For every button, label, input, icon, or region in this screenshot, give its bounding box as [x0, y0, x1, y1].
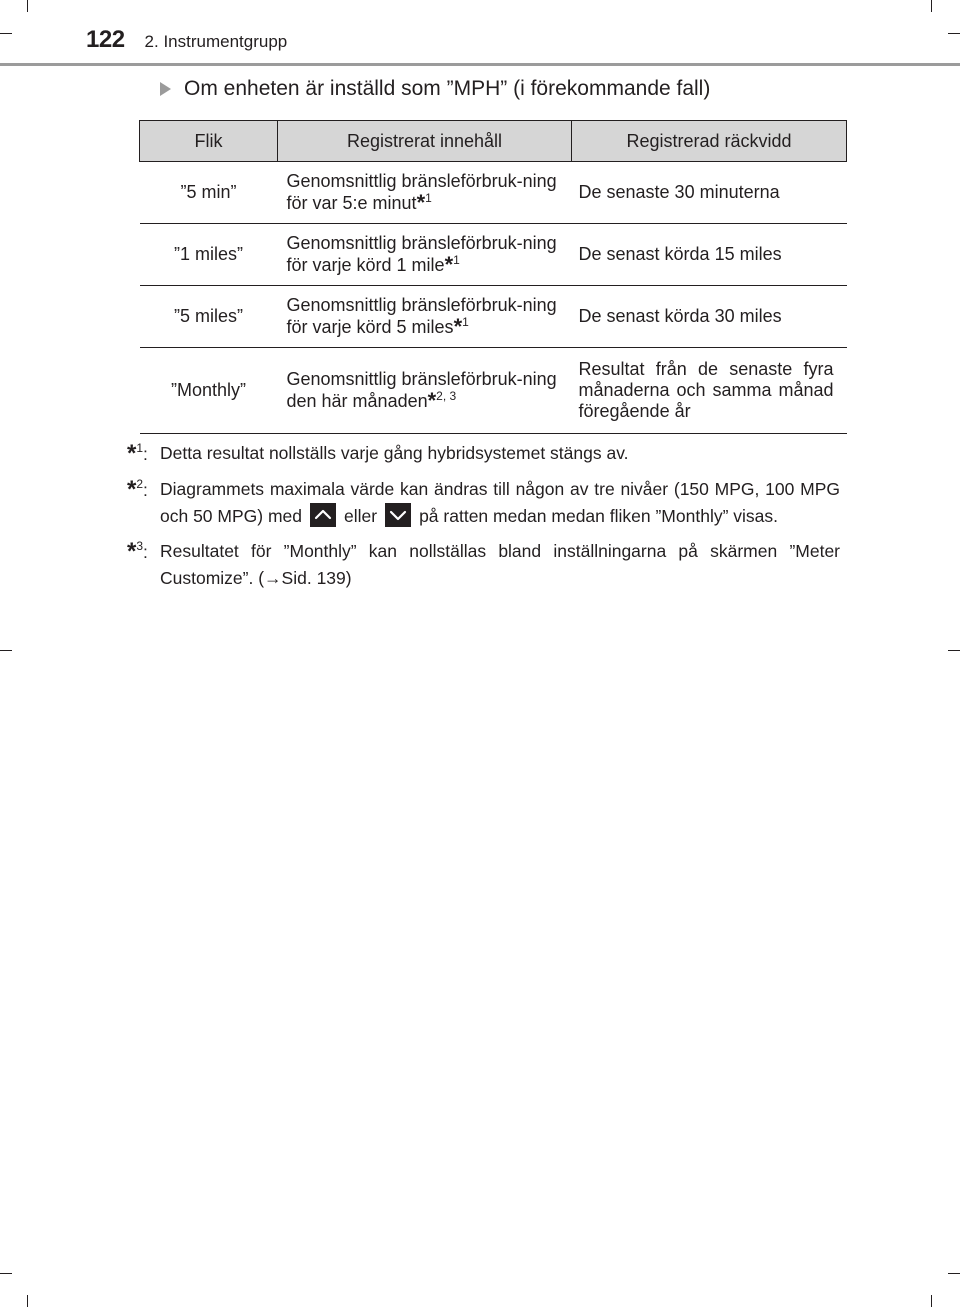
footnote-text-part: Resultatet för ”Monthly” kan nollställas bland inställningarna på skärmen ”Meter Customize”. (: [160, 541, 840, 588]
footnote-ref: 2: [136, 477, 144, 491]
footnote-text-part: eller: [344, 506, 378, 526]
footnote-marker: *$^3$:: [127, 538, 148, 565]
crop-mark: [931, 1295, 932, 1307]
footnote-marker: *$^2$:: [127, 476, 148, 503]
footnote-star: *: [416, 190, 426, 215]
crop-mark: [0, 650, 12, 651]
crop-mark: [0, 1273, 12, 1274]
page-header: [86, 26, 287, 62]
footnote-star: *: [127, 476, 137, 503]
table-row: [140, 286, 847, 348]
footnote: [127, 538, 840, 592]
footnote-ref: 3: [136, 539, 144, 553]
page-number: 122: [86, 26, 125, 53]
footnote-ref: 1: [453, 253, 460, 267]
cell-range: De senast körda 15 miles: [572, 224, 847, 286]
footnote-star: *: [127, 440, 137, 467]
table-header-row: [140, 121, 847, 162]
cell-tab: ”5 miles”: [140, 286, 278, 348]
crop-mark: [948, 650, 960, 651]
footnote-ref: 2, 3: [436, 389, 457, 403]
column-header-range: Registrerad räckvidd: [572, 121, 847, 162]
footnote-text-part: på ratten medan medan fliken ”Monthly” visas.: [419, 506, 778, 526]
crop-mark: [931, 0, 932, 12]
footnotes: [127, 440, 840, 600]
footnote: [127, 440, 840, 468]
column-header-tab: Flik: [140, 121, 278, 162]
section-heading-text: Om enheten är inställd som ”MPH” (i förekommande fall): [184, 77, 711, 100]
footnote-ref: 1: [136, 441, 144, 455]
cell-tab: ”1 miles”: [140, 224, 278, 286]
crop-mark: [948, 33, 960, 34]
cell-content-text: Genomsnittlig bränsleförbruk-ning för varje körd 5 miles: [286, 295, 557, 337]
footnote-text: Detta resultat nollställs varje gång hybridsystemet stängs av.: [160, 443, 629, 463]
chevron-up-button-icon: [310, 503, 336, 527]
footnote-text: [160, 476, 840, 530]
cell-content: [278, 286, 572, 348]
footnote-ref: 1: [425, 191, 432, 205]
table-row: [140, 348, 847, 434]
footnote-star: *: [427, 388, 437, 413]
cell-content: [278, 162, 572, 224]
arrow-icon: →: [264, 568, 282, 588]
triangle-bullet-icon: [160, 82, 171, 96]
cell-tab: ”Monthly”: [140, 348, 278, 434]
footnote-text-part: Diagrammets maximala värde kan ändras till någon av tre nivåer (150 MPG, 100 MPG och 50 MPG) med: [160, 479, 840, 526]
cell-tab: ”5 min”: [140, 162, 278, 224]
crop-mark: [948, 1273, 960, 1274]
cell-content-text: Genomsnittlig bränsleförbruk-ning den här månaden: [286, 369, 557, 411]
footnote-star: *: [444, 252, 454, 277]
table-row: [140, 224, 847, 286]
chevron-down-button-icon: [385, 503, 411, 527]
cell-content: [278, 224, 572, 286]
footnote-text: [160, 538, 840, 592]
crop-mark: [27, 1295, 28, 1307]
footnote-star: *: [127, 538, 137, 565]
page-reference-link[interactable]: Sid. 139): [281, 568, 352, 588]
table-row: [140, 162, 847, 224]
crop-mark: [27, 0, 28, 12]
footnote-marker: *$^1$:: [127, 440, 148, 467]
fuel-history-table: [139, 120, 847, 434]
column-header-content: Registrerat innehåll: [278, 121, 572, 162]
section-heading: [160, 77, 710, 101]
footnote-ref: 1: [462, 315, 469, 329]
crop-mark: [0, 33, 12, 34]
cell-range: De senast körda 30 miles: [572, 286, 847, 348]
chapter-title: 2. Instrumentgrupp: [144, 32, 288, 51]
cell-content-text: Genomsnittlig bränsleförbruk-ning för var 5:e minut: [286, 171, 557, 213]
cell-range: De senaste 30 minuterna: [572, 162, 847, 224]
footnote: [127, 476, 840, 530]
cell-content: [278, 348, 572, 434]
cell-content-text: Genomsnittlig bränsleförbruk-ning för varje körd 1 mile: [286, 233, 557, 275]
cell-range: Resultat från de senaste fyra månaderna och samma månad föregående år: [572, 348, 847, 434]
footnote-star: *: [453, 314, 463, 339]
header-divider: [0, 63, 960, 66]
